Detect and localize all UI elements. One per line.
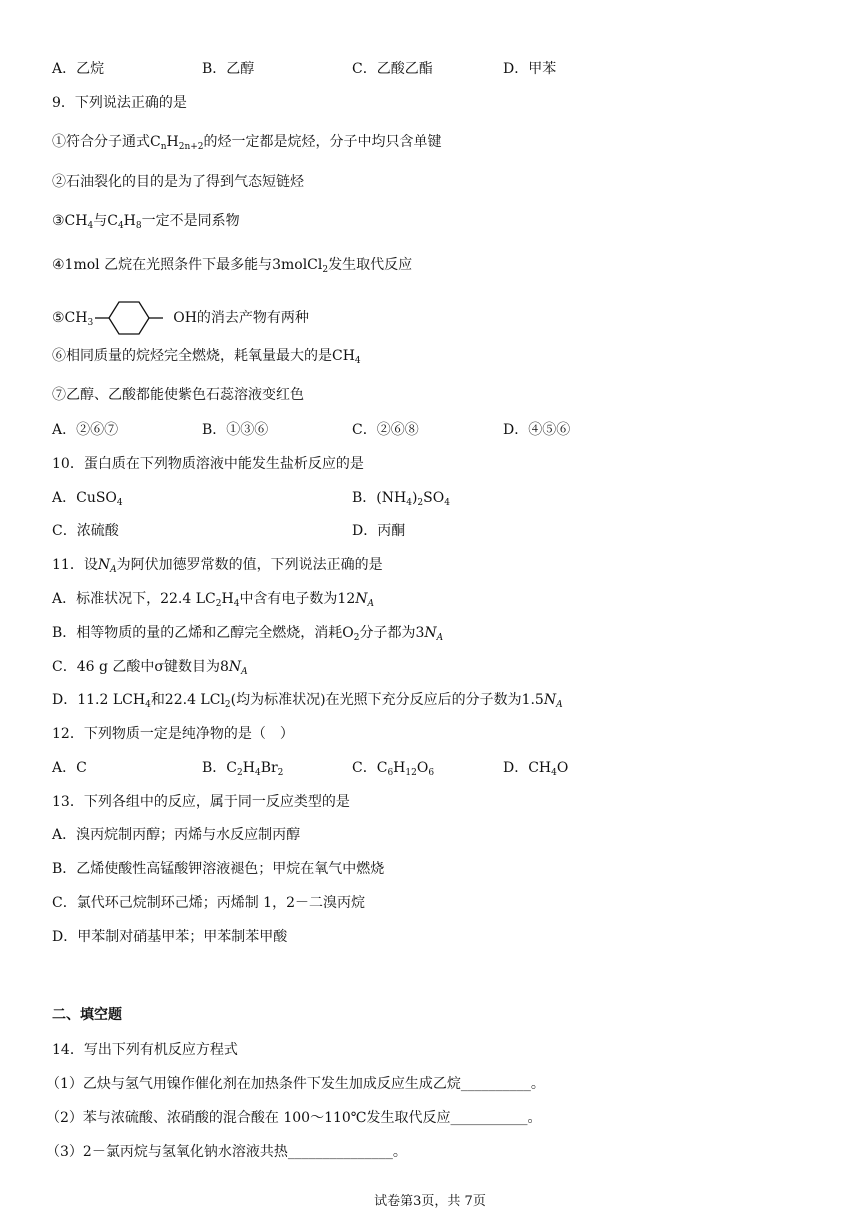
q9-statement-2: ②石油裂化的目的是为了得到气态短链烃	[52, 174, 304, 190]
q13-option-d: D．甲苯制对硝基甲苯；甲苯制苯甲酸	[52, 929, 288, 945]
q9-statement-6: ⑥相同质量的烷烃完全燃烧，耗氧量最大的是$CH_4$	[52, 348, 361, 366]
q8-option-c: C．乙酸乙酯	[352, 61, 433, 77]
q8-option-b: B．乙醇	[202, 61, 255, 77]
q12-option-c: C．$C_6H_{12}O_6$	[352, 760, 435, 778]
q13-option-c: C．氯代环己烷制环己烯；丙烯制 1，2－二溴丙烷	[52, 895, 365, 911]
q12-option-a: A．C	[52, 760, 87, 776]
section-heading: 二、填空题	[52, 1007, 122, 1023]
q12-option-d: D．$CH_4O$	[503, 760, 569, 778]
q10-option-d: D．丙酮	[352, 523, 406, 539]
q11-option-a: A．标准状况下，22.4 $LC_2H_4$中含有电子数为$12N_A$	[52, 591, 375, 609]
q11-stem: 11．设$N_A$为阿伏加德罗常数的值，下列说法正确的是	[52, 557, 383, 575]
q9-statement-1: ①符合分子通式$C_nH_{2n+2}$的烃一定都是烷烃，分子中均只含单键	[52, 134, 442, 152]
q14-part-3: （3）2－氯丙烷与氢氧化钠水溶液共热_______________。	[46, 1144, 407, 1160]
q9-statement-7: ⑦乙醇、乙酸都能使紫色石蕊溶液变红色	[52, 387, 304, 403]
q12-stem: 12．下列物质一定是纯净物的是（ ）	[52, 726, 294, 742]
q10-stem: 10．蛋白质在下列物质溶液中能发生盐析反应的是	[52, 456, 364, 472]
cyclohexane-ring-structure	[95, 300, 171, 336]
q11-option-b: B．相等物质的量的乙烯和乙醇完全燃烧，消耗$O_2$分子都为$3N_A$	[52, 625, 444, 643]
q9-option-a: A．②⑥⑦	[52, 422, 119, 438]
q13-option-b: B．乙烯使酸性高锰酸钾溶液褪色；甲烷在氧气中燃烧	[52, 861, 385, 877]
q12-option-b: B．$C_2H_4Br_2$	[202, 760, 284, 778]
q10-option-a: A．CuSO$_4$	[52, 490, 123, 508]
q9-statement-3: $③CH_4$与$C_4H_8$一定不是同系物	[52, 213, 240, 231]
q10-option-c: C．浓硫酸	[52, 523, 119, 539]
q10-option-b: B．$(NH_4)_2SO_4$	[352, 490, 450, 508]
q14-part-1: （1）乙炔与氢气用镍作催化剂在加热条件下发生加成反应生成乙烷__________。	[46, 1076, 545, 1092]
q9-stem: 9．下列说法正确的是	[52, 95, 187, 111]
q14-part-2: （2）苯与浓硫酸、浓硝酸的混合酸在 100～110℃发生取代反应___________。	[46, 1110, 542, 1126]
q9-option-d: D．④⑤⑥	[503, 422, 571, 438]
q11-option-d: D．11.2 $LCH_4$和22.4 LCl$_2$(均为标准状况)在光照下充分反应后的分子数为$1.5N_A$	[52, 692, 563, 710]
q14-stem: 14．写出下列有机反应方程式	[52, 1042, 238, 1058]
page-footer: 试卷第3页，共 7页	[374, 1194, 486, 1209]
q9-option-c: C．②⑥⑧	[352, 422, 419, 438]
q9-statement-5: $⑤CH_3$ OH的消去产物有两种	[52, 300, 309, 336]
q9-option-b: B．①③⑥	[202, 422, 269, 438]
q8-option-d: D．甲苯	[503, 61, 557, 77]
q8-option-a: A．乙烷	[52, 61, 105, 77]
q13-option-a: A．溴丙烷制丙醇；丙烯与水反应制丙醇	[52, 827, 301, 843]
q11-option-c: C．46 g 乙酸中σ键数目为$8N_A$	[52, 659, 248, 677]
q13-stem: 13．下列各组中的反应，属于同一反应类型的是	[52, 794, 350, 810]
q9-statement-4: ④1mol 乙烷在光照条件下最多能与3molCl$_2$发生取代反应	[52, 257, 413, 275]
